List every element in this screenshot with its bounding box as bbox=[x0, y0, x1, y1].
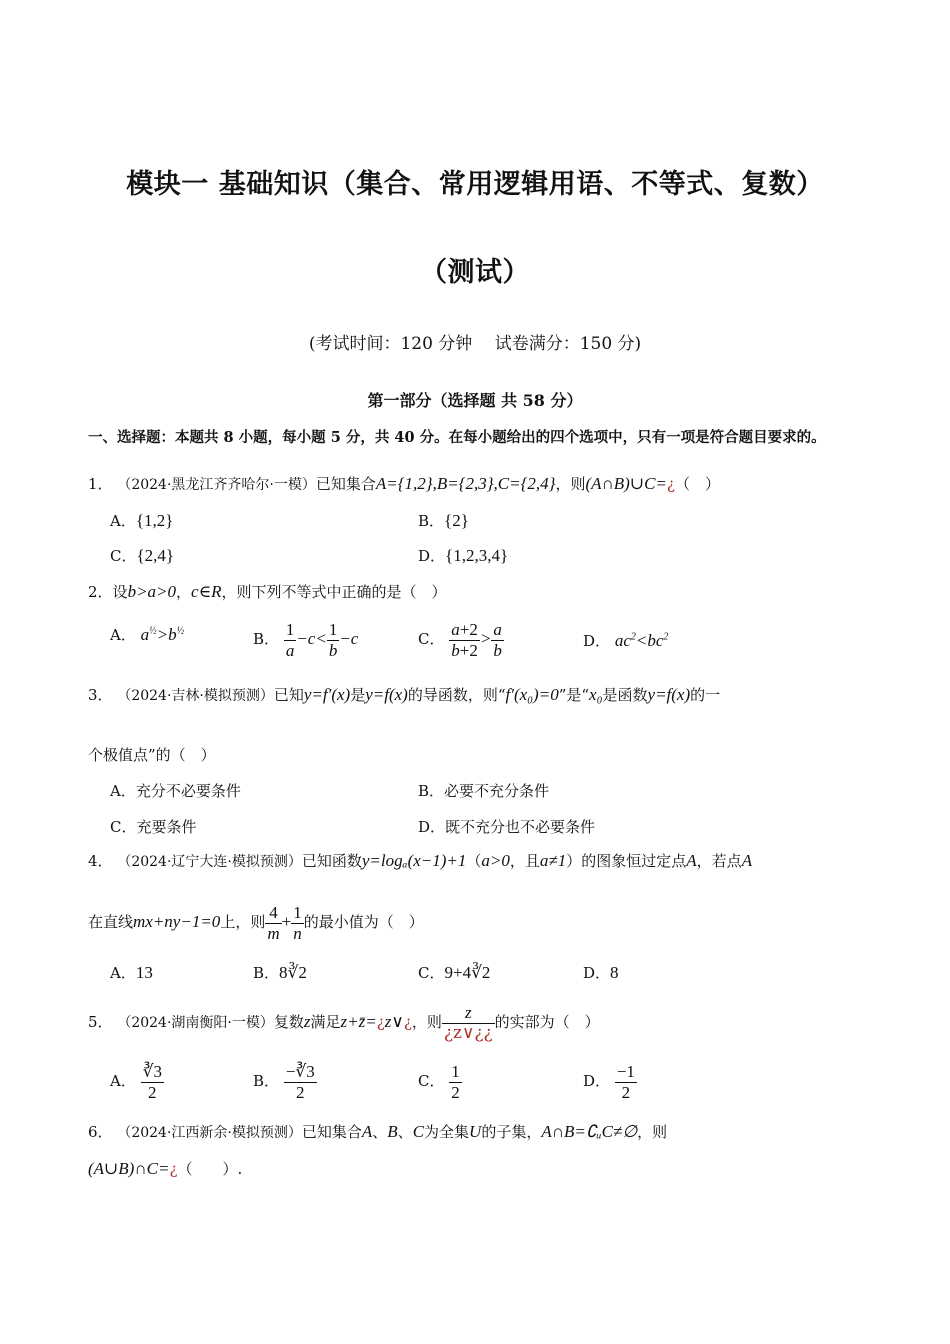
part-title: 第一部分（选择题 共 58 分） bbox=[367, 391, 583, 410]
option-b: B．8∛2 bbox=[253, 963, 307, 982]
page-title: 模块一 基础知识（集合、常用逻辑用语、不等式、复数） bbox=[126, 169, 824, 200]
question-number: 2． bbox=[88, 583, 113, 601]
option-a: A．充分不必要条件 bbox=[110, 782, 241, 800]
question-1 bbox=[88, 473, 720, 494]
exam-meta: (考试时间：120 分钟 试卷满分：150 分) bbox=[308, 334, 642, 354]
question-source: （2024·黑龙江齐齐哈尔·一模） bbox=[117, 477, 316, 493]
option-b: B． $\frac{1}{a}$ −c< $\frac{1}{b}$ −c bbox=[253, 620, 359, 660]
option-a: A．13 bbox=[110, 963, 153, 982]
page-subtitle: （测试） bbox=[420, 257, 530, 288]
question-6-cont: (A∪B)∩C=¿（ ）. bbox=[88, 1159, 243, 1178]
math-sets: A={1,2},B={2,3},C={2,4} bbox=[375, 474, 556, 493]
question-number: 6． bbox=[88, 1123, 113, 1141]
question-6: 6． （2024·江西新余·模拟预测）已知集合A、B、C为全集U的子集，A∩B=∁ᵤC≠∅，则 bbox=[88, 1122, 668, 1141]
option-b: B．{2} bbox=[418, 511, 469, 530]
option-c: C． $\frac{a+2}{b+2}$ > $\frac{a}{b}$ bbox=[418, 620, 502, 660]
question-stem: ，则 bbox=[555, 475, 586, 493]
question-4-cont: 在直线mx+ny−1=0上，则 $\frac{4}{m}$ + $\frac{1}{n}$ 的最小值为（ ） bbox=[88, 903, 424, 943]
option-c: C．9+4∛2 bbox=[418, 963, 491, 982]
question-3-cont: 个极值点”的（ ） bbox=[88, 746, 216, 764]
option-c: C．{2,4} bbox=[110, 546, 175, 565]
option-d: D． $\frac{-1}{2}$ bbox=[583, 1062, 635, 1102]
question-number: 5． bbox=[88, 1013, 113, 1032]
question-2: 2．设b>a>0，c∈R，则下列不等式中正确的是（ ） bbox=[88, 582, 447, 601]
glyph-error: ¿ bbox=[666, 475, 675, 493]
option-d: D． $ac^2<bc^2$ bbox=[583, 631, 669, 650]
question-number: 3． bbox=[88, 686, 113, 704]
question-3: 3． （2024·吉林·模拟预测）已知y=f′(x)是y=f(x)的导函数，则“f′(x₀)=0”是“x₀是函数y=f(x)的一 bbox=[88, 685, 721, 704]
math-expr: (A∩B)∪C= bbox=[585, 474, 667, 493]
question-number: 4． bbox=[88, 852, 113, 870]
question-4: 4． （2024·辽宁大连·模拟预测）已知函数y=logₐ(x−1)+1（a>0，且a≠1）的图象恒过定点A，若点A bbox=[88, 851, 753, 870]
option-c: C．充要条件 bbox=[110, 818, 197, 836]
option-c: C． $\frac{1}{2}$ bbox=[418, 1062, 460, 1102]
question-number: 1． bbox=[88, 475, 113, 493]
option-a: A． $a^{\frac{1}{2}}>b^{\frac{1}{2}}$ bbox=[110, 625, 185, 644]
question-stem: 已知集合 bbox=[315, 475, 376, 493]
option-d: D．{1,2,3,4} bbox=[418, 546, 509, 565]
option-a: A． $\frac{∛3}{2}$ bbox=[110, 1062, 162, 1102]
answer-blank: （ ） bbox=[674, 475, 720, 493]
option-d: D．8 bbox=[583, 963, 619, 982]
question-5: 5． （2024·湖南衡阳·一模）复数z满足z+z̄=¿z∨¿，则 $\frac{z}{¿z\vee¿¿}$ 的实部为（ ） bbox=[88, 1003, 600, 1043]
option-d: D．既不充分也不必要条件 bbox=[418, 818, 596, 836]
option-a: A．{1,2} bbox=[110, 511, 174, 530]
option-b: B． $\frac{-∛3}{2}$ bbox=[253, 1062, 315, 1102]
section-instruction: 一、选择题：本题共 8 小题，每小题 5 分，共 40 分。在每小题给出的四个选项中，只有一项是符合题目要求的。 bbox=[88, 429, 826, 446]
option-b: B．必要不充分条件 bbox=[418, 782, 550, 800]
